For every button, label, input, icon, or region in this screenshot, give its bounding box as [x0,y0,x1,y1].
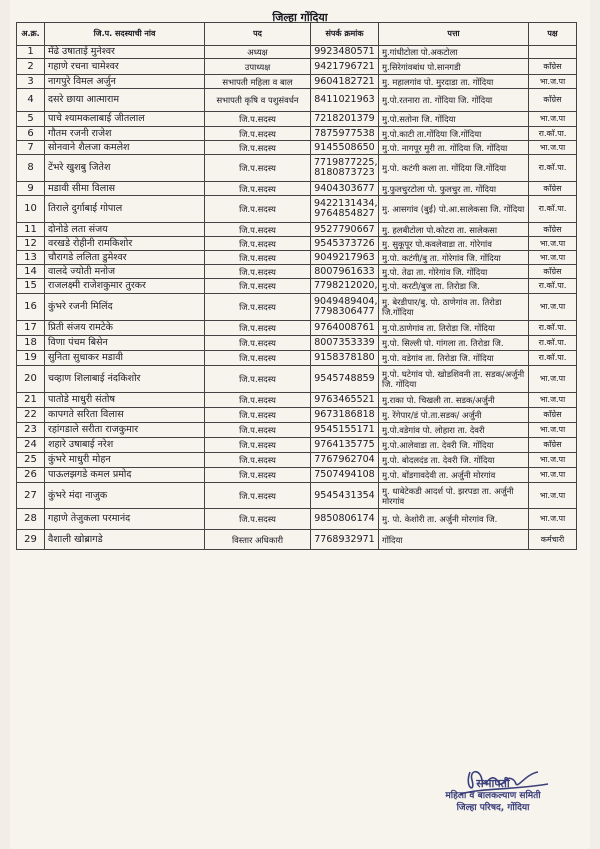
cell-name: सोनवाने शैलजा कमलेश [45,141,205,155]
cell-mobile: 9673186818 [311,408,379,423]
cell-post: जि.प.सदस्य [205,155,311,182]
cell-sr: 19 [17,351,45,366]
cell-address: मु. महालगांव पो. मुरदाडा ता. गोंदिया [379,75,529,89]
cell-mobile: 9145508650 [311,141,379,155]
cell-mobile: 7767962704 [311,453,379,468]
table-header-row [17,23,577,46]
cell-mobile: 9545373726 [311,237,379,251]
table-body [17,46,577,550]
cell-post: जि.प.सदस्य [205,366,311,393]
cell-mobile: 9422131434, 9764854827 [311,196,379,223]
cell-post: विस्तार अधिकारी [205,530,311,550]
stamp-line-1: सभापती [476,777,510,790]
cell-mobile: 9604182721 [311,75,379,89]
cell-mobile: 7719877225, 8180873723 [311,155,379,182]
table-row [17,468,577,483]
cell-party: कर्मचारी [529,530,577,550]
cell-mobile: 9049489404, 7798306477 [311,294,379,321]
col-header-party: पक्ष [529,23,577,46]
cell-sr: 2 [17,59,45,75]
cell-post: जि.प.सदस्य [205,112,311,127]
cell-name: पाऊलझगडे कमल प्रमोद [45,468,205,483]
official-stamp [418,778,568,814]
cell-post: जि.प.सदस्य [205,294,311,321]
cell-party: रा.कॉ.पा. [529,321,577,336]
cell-party: काँग्रेस [529,265,577,279]
table-row [17,46,577,59]
cell-party: काँग्रेस [529,89,577,112]
cell-address: मु.पो.सतोना जि. गोंदिया [379,112,529,127]
cell-mobile: 8007353339 [311,336,379,351]
table-row [17,141,577,155]
cell-address: मु.पो.आलेवाडा ता. देवरी जि. गोंदिया [379,438,529,453]
cell-sr: 21 [17,393,45,408]
cell-party: काँग्रेस [529,182,577,196]
cell-party: रा.कॉ.पा. [529,196,577,223]
cell-party: भा.ज.पा [529,75,577,89]
table-row [17,196,577,223]
table-row [17,251,577,265]
table-row [17,294,577,321]
cell-sr: 7 [17,141,45,155]
cell-address: गोंदिया [379,530,529,550]
cell-sr: 11 [17,223,45,237]
table-row [17,393,577,408]
cell-address: मु.पो.ठाणेगांव ता. तिरोडा जि. गोंदिया [379,321,529,336]
cell-address: मु.राका पो. चिखली ता. सडक/अर्जुनी [379,393,529,408]
cell-mobile: 8007961633 [311,265,379,279]
table-row [17,453,577,468]
cell-mobile: 8411021963 [311,89,379,112]
table-row [17,438,577,453]
cell-name: मेंढे उषाताई मुनेश्वर [45,46,205,59]
table-row [17,112,577,127]
cell-mobile: 7875977538 [311,127,379,141]
cell-name: टेंभरे खुशबु जितेश [45,155,205,182]
cell-party: रा.कॉ.पा. [529,155,577,182]
stamp-line-2: महिला व बालकल्याण समिती [445,791,541,801]
cell-post: जि.प.सदस्य [205,279,311,294]
cell-sr: 5 [17,112,45,127]
cell-mobile: 9545431354 [311,483,379,509]
cell-address: मु.सिरेगांवबांध पो.सानगडी [379,59,529,75]
table-row [17,127,577,141]
cell-mobile: 7798212020, [311,279,379,294]
cell-name: सुनिता सुधाकर मडावी [45,351,205,366]
cell-mobile: 9764008761 [311,321,379,336]
cell-sr: 10 [17,196,45,223]
cell-party: भा.ज.पा [529,509,577,530]
cell-post: जि.प.सदस्य [205,408,311,423]
table-row [17,408,577,423]
cell-sr: 24 [17,438,45,453]
cell-name: दोनोडे लता संजय [45,223,205,237]
cell-mobile: 9404303677 [311,182,379,196]
cell-post: जि.प.सदस्य [205,468,311,483]
cell-mobile: 9763465521 [311,393,379,408]
cell-sr: 12 [17,237,45,251]
cell-address: मु.पो. करटी/बुज ता. तिरोडा जि. [379,279,529,294]
cell-party: भा.ज.पा [529,112,577,127]
cell-mobile: 9545155171 [311,423,379,438]
cell-name: रहांगडाले सरीता राजकुमार [45,423,205,438]
cell-address: मु.पो. कटंगी कला ता. गोंदिया जि.गोंदिया [379,155,529,182]
cell-sr: 15 [17,279,45,294]
cell-post: जि.प.सदस्य [205,265,311,279]
cell-party: काँग्रेस [529,408,577,423]
cell-party: भा.ज.पा [529,294,577,321]
col-header-mobile: संपर्क क्रमांक [311,23,379,46]
table-row [17,351,577,366]
member-table [16,22,577,550]
page-title: जिल्हा गोंदिया [272,11,328,24]
cell-address: मु. पो. केशोरी ता. अर्जुनी मोरगांव जि. [379,509,529,530]
cell-address: मु. सुकूपूर पो.कवलेवाडा ता. गोरेगांव [379,237,529,251]
cell-sr: 29 [17,530,45,550]
cell-mobile: 9421796721 [311,59,379,75]
cell-name: कापगते सरिता विलास [45,408,205,423]
cell-name: गौतम रजनी राजेश [45,127,205,141]
cell-party: रा.कॉ.पा. [529,351,577,366]
cell-name: कुंभरे मंदा नाजुक [45,483,205,509]
cell-name: दसरे छाया आत्माराम [45,89,205,112]
cell-party [529,46,577,59]
cell-sr: 23 [17,423,45,438]
cell-sr: 18 [17,336,45,351]
table-row [17,182,577,196]
cell-post: जि.प.सदस्य [205,509,311,530]
cell-post: जि.प.सदस्य [205,321,311,336]
cell-name: वैशाली खोब्रागडे [45,530,205,550]
cell-name: वालदे ज्योती मनोज [45,265,205,279]
table-row [17,509,577,530]
cell-post: सभापती कृषि व पशुसंवर्धन [205,89,311,112]
table-row [17,423,577,438]
cell-address: मु.पो. वडेगांव ता. तिरोडा जि. गोंदिया [379,351,529,366]
cell-address: मु.फुलचुरटोला पो. फुलचुर ता. गोंदिया [379,182,529,196]
cell-post: अध्यक्ष [205,46,311,59]
cell-name: तिराले दुर्गाबाई गोपाल [45,196,205,223]
cell-sr: 4 [17,89,45,112]
cell-name: नागपुरे विमल अर्जुन [45,75,205,89]
table-row [17,336,577,351]
cell-address: मु.पो.वडेगांव पो. लोहारा ता. देवरी [379,423,529,438]
cell-mobile: 9158378180 [311,351,379,366]
table-row [17,155,577,182]
cell-sr: 14 [17,265,45,279]
cell-sr: 17 [17,321,45,336]
cell-mobile: 9049217963 [311,251,379,265]
cell-post: जि.प.सदस्य [205,141,311,155]
cell-mobile: 9850806174 [311,509,379,530]
cell-sr: 13 [17,251,45,265]
col-header-name: जि.प. सदस्याची नांव [45,23,205,46]
cell-address: मु. हलबीटोला पो.कोटरा ता. सालेकसा [379,223,529,237]
cell-address: मु. आसगांव (बुई) पो.आ.सालेकसा जि. गोंदिया [379,196,529,223]
cell-name: शहारे उषाबाई नरेश [45,438,205,453]
cell-party: रा.कॉ.पा. [529,279,577,294]
cell-address: मु.पो.रतनारा ता. गोंदिया जि. गोंदिया [379,89,529,112]
cell-sr: 28 [17,509,45,530]
cell-post: जि.प.सदस्य [205,393,311,408]
cell-post: उपाध्यक्ष [205,59,311,75]
cell-sr: 22 [17,408,45,423]
col-header-post: पद [205,23,311,46]
cell-address: मु.पो. बोंडगावदेवी ता. अर्जुनी मोरगांव [379,468,529,483]
cell-name: चौरागडे ललिता डुमेश्वर [45,251,205,265]
cell-post: जि.प.सदस्य [205,196,311,223]
table-row [17,483,577,509]
cell-name: मडावी सीमा विलास [45,182,205,196]
col-header-sr: अ.क्र. [17,23,45,46]
cell-mobile: 9527790667 [311,223,379,237]
cell-party: रा.कॉ.पा. [529,336,577,351]
col-header-address: पत्ता [379,23,529,46]
cell-address: मु.पो. नागपूर मुरी ता. गोंदिया जि. गोंदिया [379,141,529,155]
cell-post: जि.प.सदस्य [205,336,311,351]
cell-post: जि.प.सदस्य [205,182,311,196]
cell-post: सभापती महिला व बाल [205,75,311,89]
cell-name: कुंभरे माधुरी मोहन [45,453,205,468]
cell-address: मु.पो. कटंगी/बु ता. गोरेगांव जि. गोंदिया [379,251,529,265]
cell-name: वरखडे रोहीनी रामकिशोर [45,237,205,251]
cell-address: मु.पो. बोदलदंड ता. देवरी जि. गोंदिया [379,453,529,468]
cell-sr: 6 [17,127,45,141]
table-row [17,223,577,237]
cell-name: पाचे श्यामकलाबाई जीतलाल [45,112,205,127]
table-row [17,265,577,279]
table-row [17,75,577,89]
table-row [17,366,577,393]
cell-sr: 26 [17,468,45,483]
cell-party: काँग्रेस [529,223,577,237]
table-row [17,237,577,251]
cell-sr: 27 [17,483,45,509]
cell-mobile: 9923480571 [311,46,379,59]
cell-party: भा.ज.पा [529,468,577,483]
cell-name: चव्हाण शिलाबाई नंदकिशोर [45,366,205,393]
cell-post: जि.प.सदस्य [205,453,311,468]
cell-party: भा.ज.पा [529,237,577,251]
cell-sr: 1 [17,46,45,59]
stamp-line-3: जिल्हा परिषद, गोंदिया [456,803,530,813]
cell-party: रा.कॉ.पा. [529,127,577,141]
cell-sr: 16 [17,294,45,321]
cell-party: काँग्रेस [529,59,577,75]
cell-party: भा.ज.पा [529,366,577,393]
cell-party: भा.ज.पा [529,483,577,509]
cell-address: मु. रेंगेपार/डं पो.ता.सडक/ अर्जुनी [379,408,529,423]
cell-post: जि.प.सदस्य [205,438,311,453]
cell-post: जि.प.सदस्य [205,251,311,265]
cell-mobile: 7768932971 [311,530,379,550]
cell-address: मु.गांधीटोला पो.अकटोला [379,46,529,59]
cell-party: काँग्रेस [529,438,577,453]
cell-post: जि.प.सदस्य [205,483,311,509]
cell-party: भा.ज.पा [529,393,577,408]
cell-sr: 9 [17,182,45,196]
cell-post: जि.प.सदस्य [205,237,311,251]
cell-sr: 25 [17,453,45,468]
cell-party: भा.ज.पा [529,141,577,155]
cell-mobile: 9764135775 [311,438,379,453]
cell-mobile: 7218201379 [311,112,379,127]
cell-post: जि.प.सदस्य [205,223,311,237]
table-row [17,59,577,75]
table-row [17,321,577,336]
cell-party: भा.ज.पा [529,251,577,265]
cell-address: मु.पो.काटी ता.गोंदिया जि.गोंदिया [379,127,529,141]
cell-post: जि.प.सदस्य [205,423,311,438]
cell-name: राजलक्ष्मी राजेशकुमार तुरकर [45,279,205,294]
cell-sr: 3 [17,75,45,89]
cell-name: गहाणे रचना चामेश्वर [45,59,205,75]
cell-address: मु.पो. सिल्ली पो. गांगला ता. तिरोडा जि. [379,336,529,351]
table-row [17,279,577,294]
cell-post: जि.प.सदस्य [205,127,311,141]
cell-party: भा.ज.पा [529,453,577,468]
cell-mobile: 9545748859 [311,366,379,393]
cell-address: मु. धाबेटेकडी आदर्श पो. झरपडा ता. अर्जुनी मोरगांव [379,483,529,509]
cell-address: मु. बेरडीपार/बु. पो. ठाणेगांव ता. तिरोडा जि.गोंदिया [379,294,529,321]
cell-name: पातोडे माधुरी संतोष [45,393,205,408]
cell-party: भा.ज.पा [529,423,577,438]
cell-name: प्रिती संजय रामटेके [45,321,205,336]
cell-sr: 8 [17,155,45,182]
cell-name: कुंभरे रजनी मिलिंद [45,294,205,321]
cell-post: जि.प.सदस्य [205,351,311,366]
cell-address: मु.पो. तेढा ता. गोरेगांव जि. गोंदिया [379,265,529,279]
cell-sr: 20 [17,366,45,393]
cell-name: विणा पंचम बिसेन [45,336,205,351]
table-row [17,89,577,112]
cell-address: मु.पो. घटेगांव पो. खोडशिवनी ता. सडक/अर्जुनी जि. गोंदिया [379,366,529,393]
table-row [17,530,577,550]
cell-mobile: 7507494108 [311,468,379,483]
cell-name: गहाणे तेजुकला परमानंद [45,509,205,530]
